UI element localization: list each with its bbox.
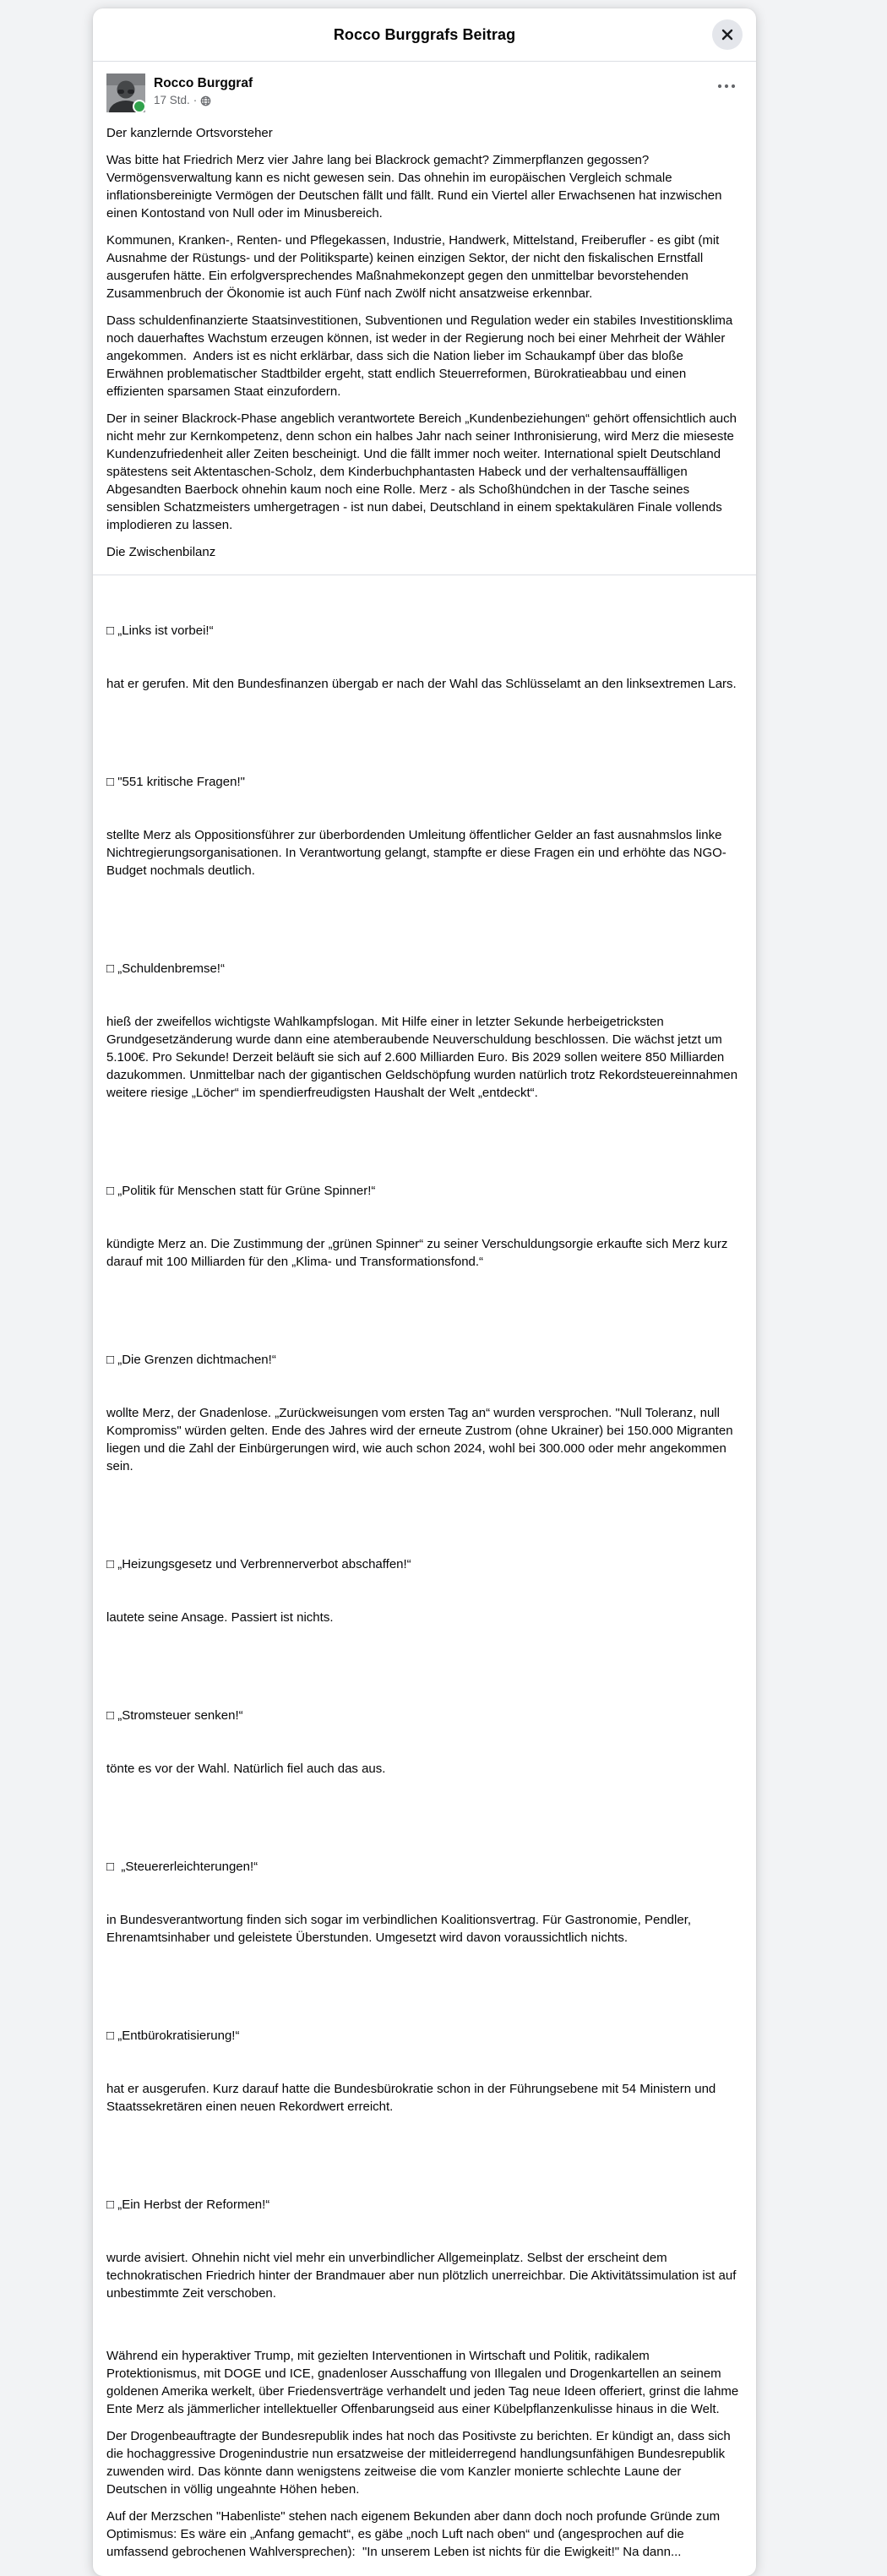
list-item-headline: □ „Schuldenbremse!“	[106, 961, 225, 976]
online-status-dot	[133, 100, 146, 113]
post-paragraph: Der kanzlernde Ortsvorsteher	[106, 126, 273, 140]
list-item	[106, 924, 743, 1137]
post-paragraph: Kommunen, Kranken-, Renten- und Pflegekassen, Industrie, Handwerk, Mittelstand, Freiberufler - es gibt (mit Ausnahme der Rüstungs- und der Politiksparte) keinen einzigen Sektor, der nicht den fiskalischen Ernstfall ausgerufen hätte. Ein erfolgversprechendes Maßnahmekonzept gegen den unmittelbar bevorstehenden Zusammenbruch der Ökonomie ist auch Fünf nach Zwölf nicht ansatzweise erkennbar.	[106, 233, 722, 301]
close-icon	[720, 27, 735, 42]
post-paragraph: Der in seiner Blackrock-Phase angeblich verantwortete Bereich „Kundenbeziehungen“ gehört offensichtlich auch nicht mehr zur Kernkompetenz, denn schon ein halbes Jahr nach seiner Inthronisierung, wird Merz die mieseste Kundenzufriedenheit aller Zeiten bescheinigt. Und die fällt immer noch weiter. International spielt Deutschland spätestens seit Aktentaschen-Scholz, dem Kinderbuchphantasten Habeck und der verhaltensauffälligen Abgesandten Baerbock ohnehin kaum noch eine Rolle. Merz - als Schoßhündchen in der Tasche seines sensiblen Schatzmeisters umhergetragen - ist nun dabei, Deutschland in einem spektakulären Finale vollends implodieren zu lassen.	[106, 411, 741, 532]
list-item-body: hieß der zweifellos wichtigste Wahlkampfslogan. Mit Hilfe einer in letzter Sekunde herbeigetricksten Grundgesetzänderung wurde dann eine atemberaubende Neuverschuldung beschlossen. Die wächst jetzt um 5.100€. Pro Sekunde! Derzeit beläuft sie sich auf 2.600 Milliarden Euro. Bis 2029 sollen weitere 850 Milliarden dazukommen. Unmittelbar nach der gigantischen Geldschöpfung wurden natürlich trotz Rekordsteuereinnahmen weitere riesige „Löcher“ im spendierfreudigsten Haushalt der Welt „entdeckt“.	[106, 1015, 742, 1100]
more-options-button[interactable]	[714, 80, 739, 92]
post-paragraph: Der Drogenbeauftragte der Bundesrepublik indes hat noch das Positivste zu berichten. Er kündigt an, dass sich die hochaggressive Drogenindustrie nun ersatzweise der mitleiderregend handlungsunfähigen Bundesrepublik zuwenden wird. Das könnte dann wenigstens zeitweise die vom Kanzler monierte schlechte Laune der Deutschen in völlig ungeahnte Höhen heben.	[106, 2429, 734, 2497]
list-item-body: wurde avisiert. Ohnehin nicht viel mehr ein unverbindlicher Allgemeinplatz. Selbst der erscheint dem technokratischen Friedrich hinter der Brandmauer aber nun plötzlich unerreichbar. Die Aktivitätssimulation ist auf unbestimmte Zeit verschoben.	[106, 2251, 740, 2301]
post-modal	[93, 8, 756, 2576]
list-item-headline: □ „Die Grenzen dichtmachen!“	[106, 1353, 276, 1367]
list-item	[106, 2160, 743, 2338]
horizontal-ellipsis-icon	[717, 84, 736, 89]
list-item	[106, 586, 743, 728]
post-paragraph: Was bitte hat Friedrich Merz vier Jahre lang bei Blackrock gemacht? Zimmerpflanzen gegossen? Vermögensverwaltung kann es nicht gewesen sein. Das ohnehin im europäischen Vergleich schmale inflationsbereinigte Vermögen der Deutschen fällt und fällt. Rund ein Viertel aller Erwachsenen hat inzwischen einen Kontostand von Null oder im Minusbereich.	[106, 153, 726, 221]
list-item-body: kündigte Merz an. Die Zustimmung der „grünen Spinner“ zu seiner Verschuldungsorgie erkaufte sich Merz kurz darauf mit 100 Milliarden für den „Klima- und Transformationsfond.“	[106, 1237, 732, 1269]
list-item-body: hat er gerufen. Mit den Bundesfinanzen übergab er nach der Wahl das Schlüsselamt an den linksextremen Lars.	[106, 677, 737, 691]
list-item-headline: □ „Links ist vorbei!“	[106, 624, 214, 638]
page-background	[0, 8, 887, 2559]
post-paragraph: Dass schuldenfinanzierte Staatsinvestitionen, Subventionen und Regulation weder ein stabiles Investitionsklima noch dauerhaftes Wachstum erzeugen können, ist weder in der Regierung noch bei einer Mehrheit der Wähler angekommen. Anders ist es nicht erklärbar, dass sich die Nation lieber im Schaukampf über das bloße Erwähnen problematischer Stadtbilder ergeht, statt endlich Steuerreformen, Bürokratieabbau und einen effizienten sparsamen Staat einzufordern.	[106, 313, 737, 399]
meta-separator: ·	[193, 94, 198, 106]
list-item-body: stellte Merz als Oppositionsführer zur überbordenden Umleitung öffentlicher Gelder an fast ausnahmslos linke Nichtregierungsorganisationen. In Verantwortung gelangt, stampfte er diese Fragen ein und erhöhte das NGO-Budget nochmals deutlich.	[106, 828, 726, 878]
list-item	[106, 1520, 743, 1662]
list-item	[106, 1671, 743, 1813]
list-item-headline: □ "551 kritische Fragen!"	[106, 775, 245, 789]
close-button[interactable]	[712, 19, 743, 50]
list-item-body: lautete seine Ansage. Passiert ist nichts.	[106, 1610, 334, 1625]
post-paragraph: Auf der Merzschen "Habenliste" stehen nach eigenem Bekunden aber dann doch noch profunde Gründe zum Optimismus: Es wäre ein „Anfang gemacht“, es gäbe „noch Luft nach oben“ und (angesprochen auf die umfassend gebrochenen Wahlversprechen): "In unserem Leben ist nichts für die Ewigkeit!" Na dann...	[106, 2509, 724, 2559]
list-item-headline: □ „Heizungsgesetz und Verbrennerverbot abschaffen!“	[106, 1557, 411, 1571]
modal-header	[93, 8, 756, 62]
post-time[interactable]: 17 Std.	[154, 94, 190, 106]
list-item-body: hat er ausgerufen. Kurz darauf hatte die Bundesbürokratie schon in der Führungsebene mit 54 Ministern und Staatssekretären einen neuen Rekordwert erreicht.	[106, 2082, 720, 2114]
list-item	[106, 1315, 743, 1511]
list-item	[106, 1991, 743, 2151]
avatar[interactable]	[106, 74, 145, 112]
author-block	[154, 74, 253, 107]
list-item	[106, 1822, 743, 1982]
list-item-headline: □ „Stromsteuer senken!“	[106, 1708, 243, 1723]
modal-title: Rocco Burggrafs Beitrag	[333, 25, 516, 43]
audience-globe-icon	[200, 95, 211, 106]
list-item-body: in Bundesverantwortung finden sich sogar im verbindlichen Koalitionsvertrag. Für Gastronomie, Pendler, Ehrenamtsinhaber und geleistete Überstunden. Umgesetzt wird davon voraussichtlich nichts.	[106, 1913, 695, 1945]
list-item-headline: □ „Ein Herbst der Reformen!“	[106, 2197, 270, 2212]
list-item-headline: □ „Entbürokratisierung!“	[106, 2029, 240, 2043]
author-name[interactable]: Rocco Burggraf	[154, 76, 253, 90]
list-item	[106, 738, 743, 915]
list-item-headline: □ „Politik für Menschen statt für Grüne Spinner!“	[106, 1184, 376, 1198]
post-paragraph: Die Zwischenbilanz	[106, 545, 216, 559]
post-text	[93, 116, 756, 2576]
list-item-headline: □ „Steuererleichterungen!“	[106, 1860, 258, 1874]
post-paragraph: Während ein hyperaktiver Trump, mit gezielten Interventionen in Wirtschaft und Politik, radikalem Protektionismus, mit DOGE und ICE, gnadenloser Ausschaffung von Illegalen und Drogenkartellen an seinem goldenen Amerika werkelt, über Friedensverträge verhandelt und jeden Tag neue Ideen offeriert, grinst die lahme Ente Merz als jämmerlicher intellektueller Offenbarungseid aus einer Kübelpflanzenkulisse hinaus in die Welt.	[106, 2349, 743, 2416]
post-header	[93, 62, 756, 116]
list-item	[106, 1146, 743, 1306]
post-meta	[154, 94, 253, 107]
list-item-body: tönte es vor der Wahl. Natürlich fiel auch das aus.	[106, 1762, 386, 1776]
list-item-body: wollte Merz, der Gnadenlose. „Zurückweisungen vom ersten Tag an“ wurden versprochen. "Null Toleranz, null Kompromiss" würden gelten. Ende des Jahres wird der erneute Zustrom (ohne Ukrainer) bei 150.000 Migranten liegen und die Zahl der Einbürgerungen wird, wie auch schon 2024, wohl bei 300.000 oder mehr angekommen sein.	[106, 1406, 737, 1473]
